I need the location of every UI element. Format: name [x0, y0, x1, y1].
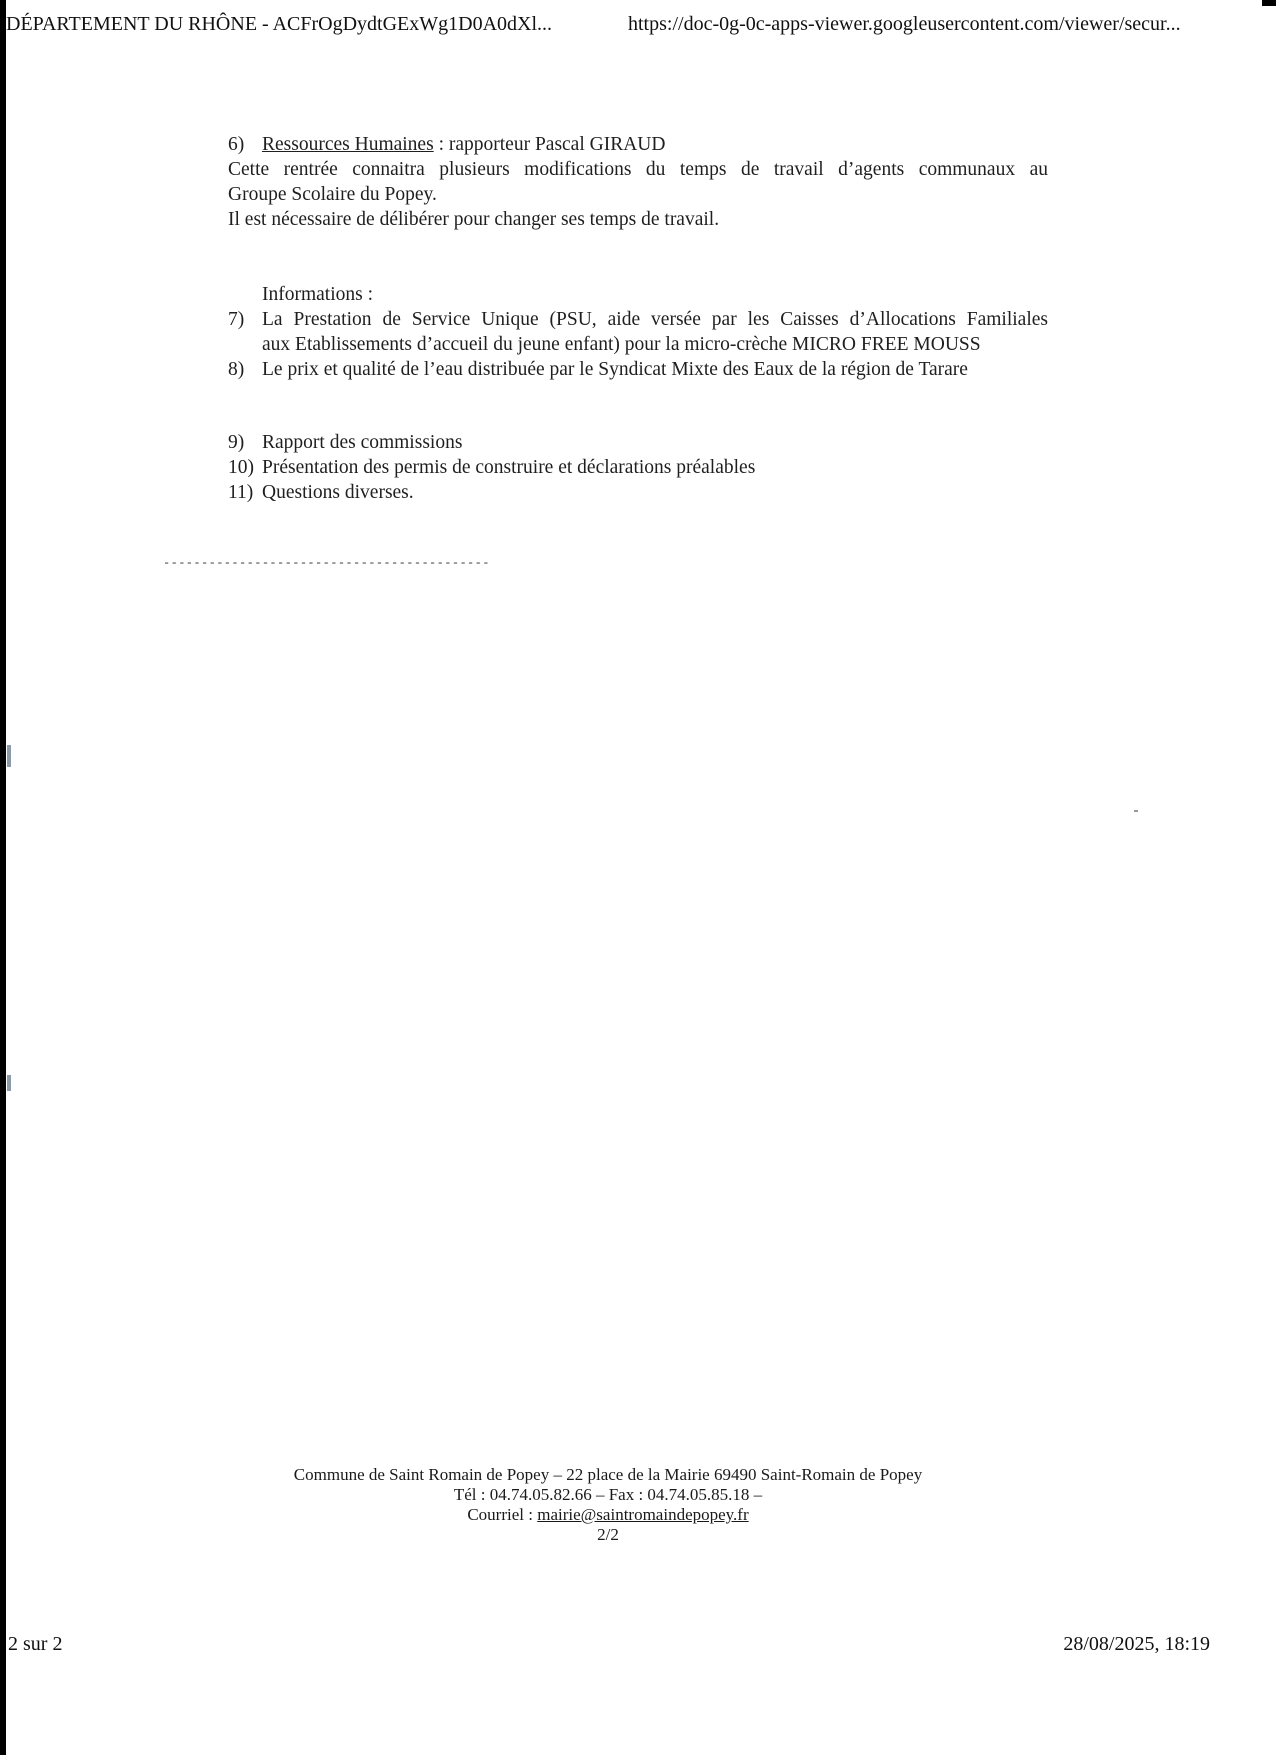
- item-title-underlined: Ressources Humaines: [262, 134, 434, 155]
- email-link[interactable]: mairie@saintromaindepopey.fr: [537, 1505, 749, 1524]
- dashed-separator: -------------------------------------------: [163, 556, 490, 570]
- item-number: 10): [228, 457, 254, 478]
- print-header-title: DÉPARTEMENT DU RHÔNE - ACFrOgDydtGExWg1D0A0dXl...: [6, 13, 553, 35]
- agenda-item-7: [228, 307, 1048, 332]
- email-line: [208, 1505, 1008, 1525]
- scan-speck: [1134, 810, 1138, 812]
- print-footer-page-count: 2 sur 2: [8, 1633, 63, 1655]
- phone-fax-line: Tél : 04.74.05.82.66 – Fax : 04.74.05.85.18 –: [453, 1485, 763, 1504]
- scan-left-edge: [0, 0, 6, 1755]
- address-line: Commune de Saint Romain de Popey – 22 place de la Mairie 69490 Saint-Romain de Popey: [293, 1465, 923, 1484]
- page-number: 2/2: [597, 1525, 619, 1544]
- mairie-address-block: [208, 1465, 1008, 1545]
- item-number: 11): [228, 482, 254, 503]
- item-number: 7): [228, 309, 245, 330]
- agenda-content: [228, 132, 1048, 505]
- item-text: Questions diverses.: [262, 482, 414, 503]
- scan-speck: [7, 1075, 11, 1091]
- item-text: Présentation des permis de construire et déclarations préalables: [262, 457, 756, 478]
- item-number: 8): [228, 359, 245, 380]
- agenda-item-6: [228, 132, 1048, 157]
- informations-label: Informations :: [262, 284, 374, 305]
- item-number: 6): [228, 134, 245, 155]
- print-header-url: https://doc-0g-0c-apps-viewer.googleusercontent.com/viewer/secur...: [628, 13, 1181, 35]
- item-number: 9): [228, 432, 245, 453]
- agenda-item-8: [228, 357, 1048, 382]
- item-6-line-3: Il est nécessaire de délibérer pour changer ses temps de travail.: [228, 209, 720, 230]
- item-7-line-1: La Prestation de Service Unique (PSU, aide versée par les Caisses d’Allocations Familiales: [262, 309, 1048, 330]
- spacer: [228, 382, 1048, 430]
- scan-speck: [7, 745, 11, 767]
- item-7-line-2: aux Etablissements d’accueil du jeune enfant) pour la micro-crèche MICRO FREE MOUSS: [262, 334, 981, 355]
- item-text: Le prix et qualité de l’eau distribuée par le Syndicat Mixte des Eaux de la région de Tarare: [262, 359, 968, 380]
- item-6-line-1: Cette rentrée connaitra plusieurs modifications du temps de travail d’agents communaux au: [228, 159, 1048, 180]
- agenda-item-11: [228, 480, 1048, 505]
- print-footer-datetime: 28/08/2025, 18:19: [1063, 1633, 1210, 1655]
- item-text: Rapport des commissions: [262, 432, 463, 453]
- scan-corner-mark: [1262, 0, 1276, 6]
- agenda-item-9: [228, 430, 1048, 455]
- item-title: [262, 134, 665, 155]
- agenda-item-10: [228, 455, 1048, 480]
- courriel-label: Courriel :: [467, 1505, 538, 1524]
- spacer: [228, 232, 1048, 282]
- item-rapporteur: : rapporteur Pascal GIRAUD: [433, 134, 666, 155]
- item-6-line-2: Groupe Scolaire du Popey.: [228, 184, 437, 205]
